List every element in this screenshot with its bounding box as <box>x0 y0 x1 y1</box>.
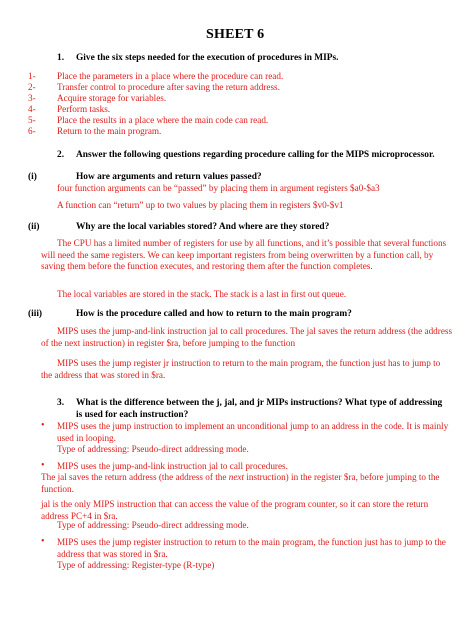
q2-i-question: How are arguments and return values passed? <box>76 172 262 182</box>
q1-step-text: Acquire storage for variables. <box>57 93 167 103</box>
q1-text: Give the six steps needed for the execution of procedures in MIPs. <box>76 53 339 63</box>
q2-iii-answer: MIPS uses the jump-and-link instruction jal to call procedures. The jal saves the return address (the address of the next instruction) in register $ra, before jumping to the function <box>41 326 453 348</box>
jal-extra-post: instruction) in the register $ra, before jumping to the function. <box>41 472 440 494</box>
q2-ii-answer: The local variables are stored in the stack. The stack is a last in first out queue. <box>57 289 347 299</box>
q1-step-text: Transfer control to procedure after saving the return address. <box>57 82 280 92</box>
q1-step-text: Perform tasks. <box>57 104 111 114</box>
jal-extra-pre: The jal saves the return address (the address of the <box>41 472 229 482</box>
q1-step-text: Return to the main program. <box>57 126 162 136</box>
q1-step-number: 6- <box>28 126 36 136</box>
bullet-icon: • <box>41 420 45 431</box>
jal-extra-emphasis: next <box>228 472 245 482</box>
q3-text-line2: is used for each instruction? <box>76 410 189 420</box>
q2-i-answer: four function arguments can be “passed” by placing them in argument registers $a0-$a3 <box>57 183 380 193</box>
q2-ii-answer: The CPU has a limited number of registers for use by all functions, and it’s possible that several functions will need the same registers. We can keep important registers from being overwritten by a function call, by saving them before the function executes, and restoring them after the function completes. <box>41 238 447 272</box>
q3-bullet-jal-extra <box>41 472 457 495</box>
q2-iii-label: (iii) <box>28 309 43 319</box>
q2-i-answer: A function can “return” up to two values by placing them in registers $v0-$v1 <box>57 200 344 210</box>
q3-bullet-j-text: MIPS uses the jump instruction to implement an unconditional jump to an address in the code. It is mainly used in looping. <box>57 421 449 443</box>
q3-bullet-jal-type: Type of addressing: Pseudo-direct addressing mode. <box>57 520 249 530</box>
q1-step-text: Place the results in a place where the main code can read. <box>57 115 269 125</box>
q1-step-number: 1- <box>28 71 36 81</box>
q3-bullet-jal-note: jal is the only MIPS instruction that can access the value of the program counter, so it can store the return address PC+4 in $ra. <box>41 499 429 521</box>
q1-number: 1. <box>57 53 65 63</box>
q3-bullet-jr-text: MIPS uses the jump register instruction to return to the main program, the function just has to jump to the address that was stored in $ra. <box>57 537 446 559</box>
q1-step-text: Place the parameters in a place where the procedure can read. <box>57 71 284 81</box>
q1-step-number: 3- <box>28 93 36 103</box>
q3-number: 3. <box>57 398 65 408</box>
bullet-icon: • <box>41 460 45 471</box>
q3-text-line1: What is the difference between the j, jal, and jr MIPs instructions? What type of addressing <box>76 398 443 408</box>
q2-ii-question: Why are the local variables stored? And where are they stored? <box>76 222 330 232</box>
q1-step-number: 2- <box>28 82 36 92</box>
q2-text: Answer the following questions regarding procedure calling for the MIPS microprocessor. <box>76 150 435 160</box>
q1-step-number: 5- <box>28 115 36 125</box>
q2-number: 2. <box>57 150 65 160</box>
q1-step-number: 4- <box>28 104 36 114</box>
q3-bullet-jr-type: Type of addressing: Register-type (R-type) <box>57 560 215 570</box>
bullet-icon: • <box>41 536 45 547</box>
q2-i-label: (i) <box>28 172 37 182</box>
q2-ii-label: (ii) <box>28 222 40 232</box>
q3-bullet-jal-text: MIPS uses the jump-and-link instruction jal to call procedures. <box>57 461 288 471</box>
q2-iii-answer: MIPS uses the jump register jr instruction to return to the main program, the function just has to jump to the address that was stored in $ra. <box>41 358 441 380</box>
q2-iii-question: How is the procedure called and how to return to the main program? <box>76 309 352 319</box>
q3-bullet-j-type: Type of addressing: Pseudo-direct addressing mode. <box>57 444 249 454</box>
page-title: SHEET 6 <box>206 27 265 42</box>
